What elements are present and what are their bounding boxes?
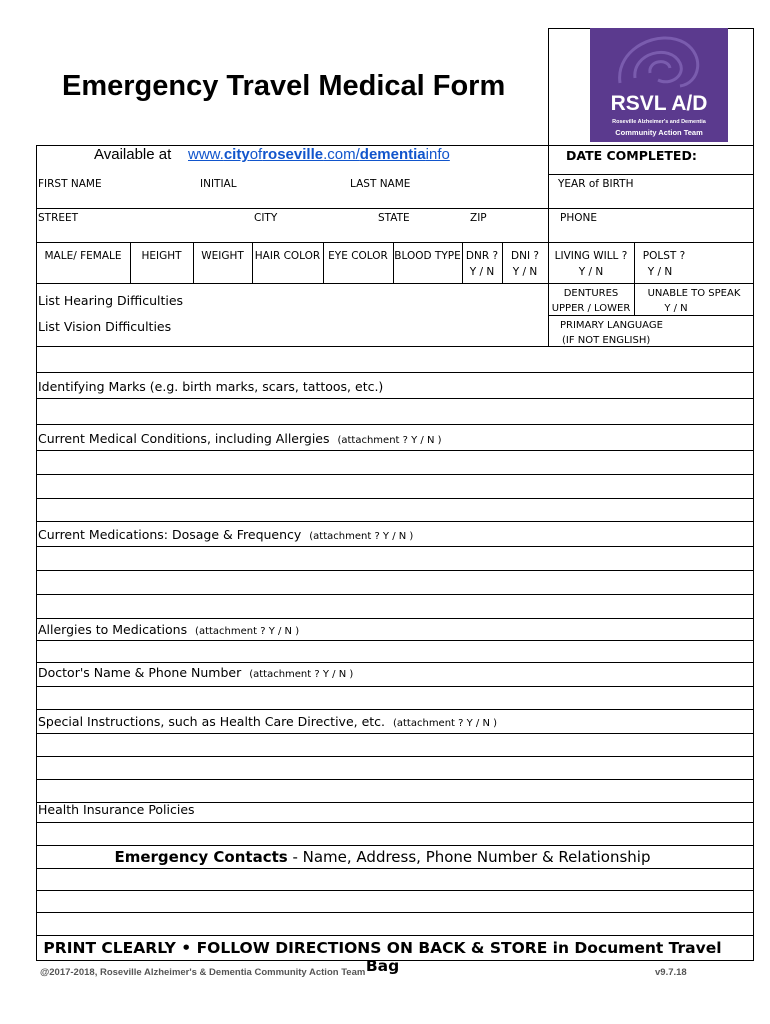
- height-label: HEIGHT: [141, 250, 182, 262]
- version-label: v9.7.18: [655, 967, 687, 978]
- medical-conditions-label: Current Medical Conditions, including Allergies (attachment ? Y / N ): [38, 431, 442, 446]
- insurance-label: Health Insurance Policies: [38, 802, 195, 817]
- eye-color-label: EYE COLOR: [328, 250, 388, 262]
- website-link[interactable]: www.cityofroseville.com/dementiainfo: [188, 146, 450, 163]
- rsvl-logo: [590, 28, 728, 142]
- form-title: Emergency Travel Medical Form: [62, 70, 506, 102]
- blood-type-label: BLOOD TYPE: [394, 250, 461, 262]
- print-clearly-banner: PRINT CLEARLY • FOLLOW DIRECTIONS ON BACK & STORE in Document Travel Bag: [43, 939, 722, 975]
- medications-attachment: (attachment ? Y / N ): [309, 531, 414, 542]
- initial-label: INITIAL: [200, 178, 237, 190]
- weight-label: WEIGHT: [201, 250, 244, 262]
- allergies-attachment: (attachment ? Y / N ): [195, 626, 300, 637]
- hearing-label: List Hearing Difficulties: [38, 293, 184, 308]
- medications-label: Current Medications: Dosage & Frequency (attachment ? Y / N ): [38, 527, 414, 542]
- vision-label: List Vision Difficulties: [38, 319, 172, 334]
- zip-label: ZIP: [470, 212, 487, 224]
- upper-lower-label: UPPER / LOWER: [551, 303, 631, 314]
- city-label: CITY: [254, 212, 278, 224]
- available-at-label: Available at: [94, 146, 172, 163]
- if-not-english-label: (IF NOT ENGLISH): [562, 335, 651, 346]
- dnr-label: DNR ?: [465, 250, 499, 262]
- date-completed-label: DATE COMPLETED:: [566, 148, 697, 163]
- polst-yn: Y / N: [647, 266, 673, 278]
- identifying-marks-label: Identifying Marks (e.g. birth marks, scars, tattoos, etc.): [38, 379, 384, 394]
- street-label: STREET: [38, 212, 79, 224]
- living-will-label: LIVING WILL ?: [554, 250, 628, 262]
- dni-label: DNI ?: [511, 250, 539, 262]
- polst-label: POLST ?: [642, 250, 686, 262]
- first-name-label: FIRST NAME: [38, 178, 102, 190]
- year-of-birth-label: YEAR of BIRTH: [558, 178, 634, 190]
- unable-to-speak-yn: Y / N: [664, 303, 688, 314]
- conditions-attachment: (attachment ? Y / N ): [337, 435, 442, 446]
- living-will-yn: Y / N: [578, 266, 604, 278]
- allergies-label: Allergies to Medications (attachment ? Y / N ): [38, 622, 300, 637]
- last-name-label: LAST NAME: [350, 178, 411, 190]
- primary-language-label: PRIMARY LANGUAGE: [560, 320, 663, 331]
- doctor-label: Doctor's Name & Phone Number (attachment ? Y / N ): [38, 665, 354, 680]
- emergency-contacts-heading: Emergency Contacts - Name, Address, Phone Number & Relationship: [114, 848, 651, 866]
- doctor-attachment: (attachment ? Y / N ): [249, 669, 354, 680]
- hair-color-label: HAIR COLOR: [254, 250, 321, 262]
- male-female-label: MALE/ FEMALE: [44, 250, 122, 262]
- unable-to-speak-label: UNABLE TO SPEAK: [647, 288, 741, 299]
- phone-label: PHONE: [560, 212, 597, 224]
- dentures-label: DENTURES: [563, 288, 619, 299]
- dnr-yn: Y / N: [469, 266, 495, 278]
- copyright-footer: @2017-2018, Roseville Alzheimer's & Dementia Community Action Team: [40, 967, 366, 978]
- logo-subtitle: Roseville Alzheimer's and Dementia: [612, 119, 706, 125]
- logo-team: Community Action Team: [615, 128, 703, 137]
- logo-title: RSVL A/D: [610, 92, 708, 115]
- dni-yn: Y / N: [512, 266, 538, 278]
- special-instructions-label: Special Instructions, such as Health Care Directive, etc. (attachment ? Y / N ): [38, 714, 498, 729]
- state-label: STATE: [378, 212, 410, 224]
- special-attachment: (attachment ? Y / N ): [392, 718, 498, 729]
